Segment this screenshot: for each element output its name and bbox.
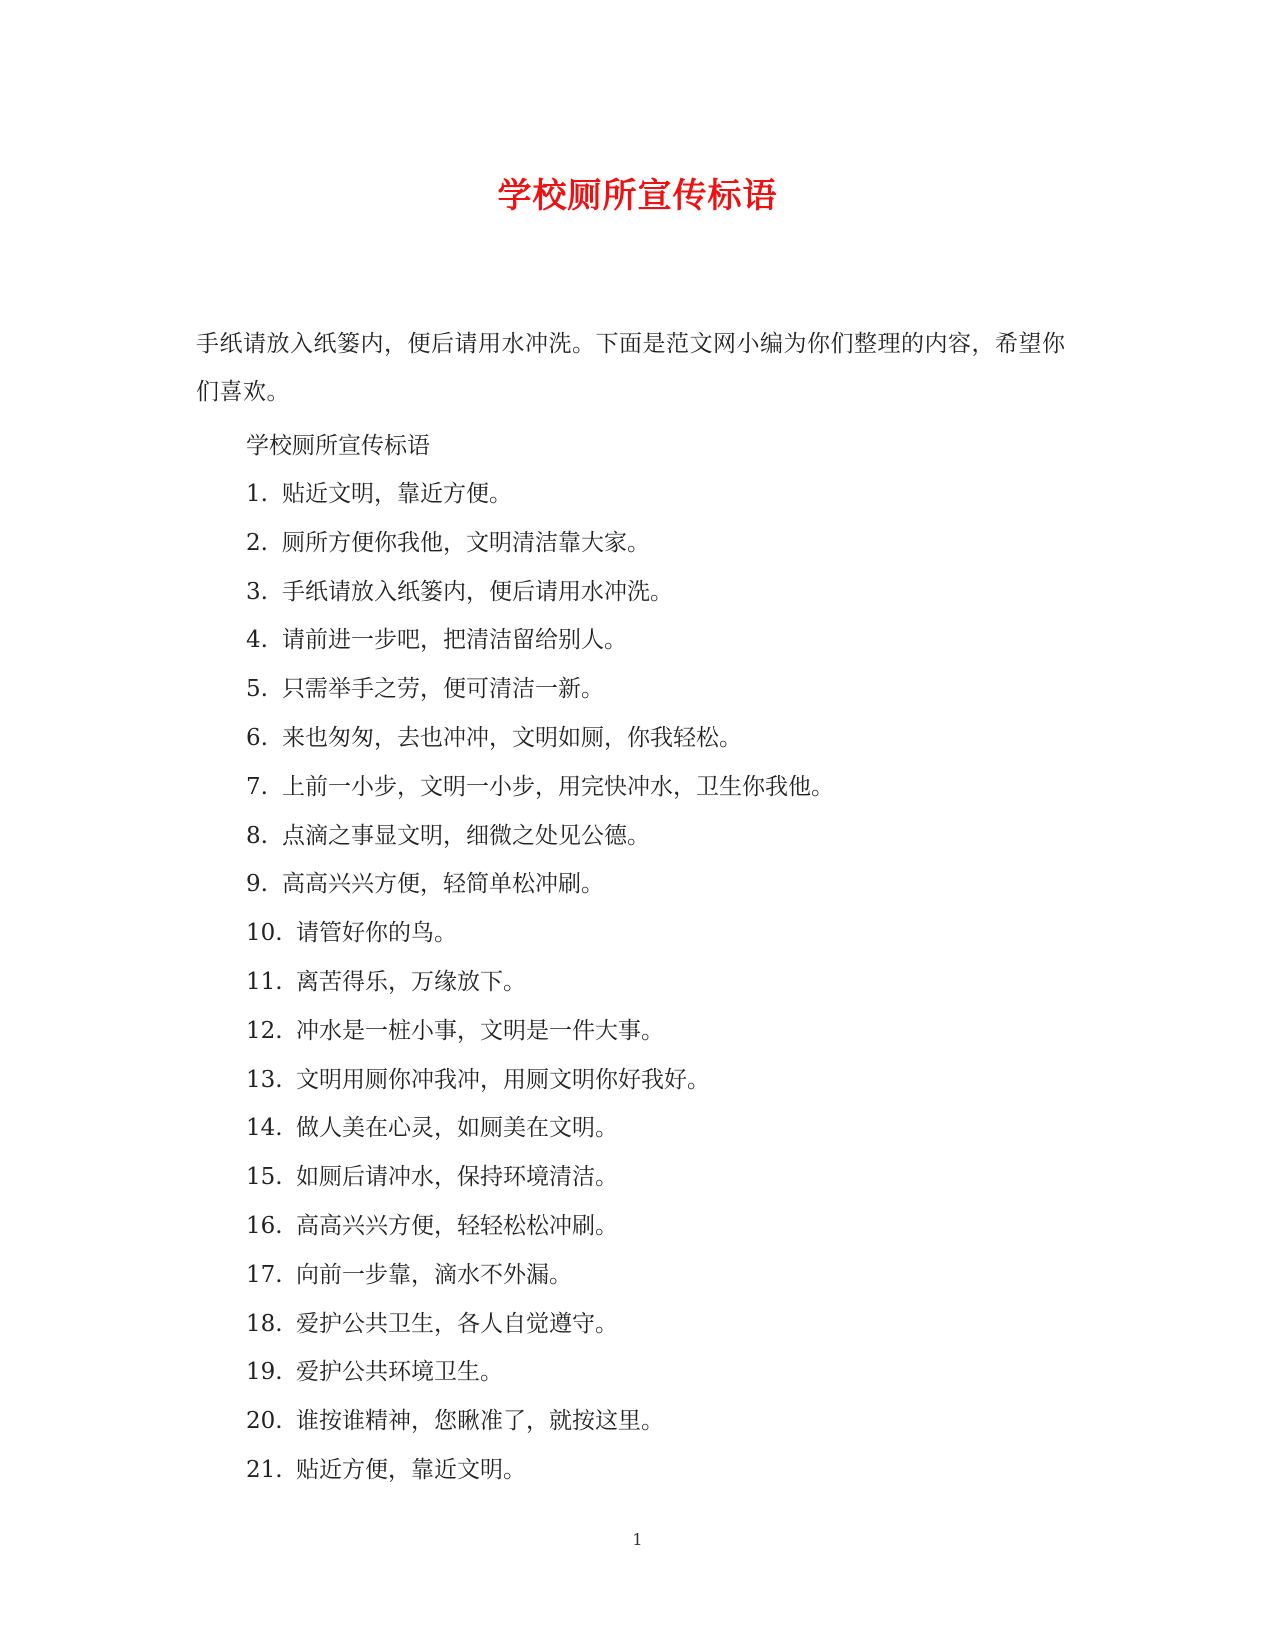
item-text: 上前一小步，文明一小步，用完快冲水，卫生你我他。 (282, 773, 834, 800)
item-text: 高高兴兴方便，轻简单松冲刷。 (282, 871, 604, 898)
list-item (246, 1056, 834, 1105)
item-number: 5. (246, 676, 268, 703)
item-number: 3. (246, 578, 268, 605)
list-item (246, 714, 834, 763)
item-number: 8. (246, 822, 268, 849)
list-item (246, 812, 834, 861)
item-number: 4. (246, 627, 268, 654)
slogan-list (246, 470, 834, 1495)
item-number: 1. (246, 481, 268, 507)
item-text: 向前一步靠，滴水不外漏。 (296, 1261, 572, 1288)
intro-paragraph: 手纸请放入纸篓内，便后请用水冲洗。下面是范文网小编为你们整理的内容，希望你们喜欢。 (196, 331, 1066, 405)
item-text: 文明用厕你冲我冲，用厕文明你好我好。 (296, 1066, 710, 1093)
list-item (246, 1397, 834, 1446)
list-item (246, 1251, 834, 1300)
item-text: 来也匆匆，去也冲冲，文明如厕，你我轻松。 (282, 724, 742, 751)
list-item (246, 1007, 834, 1056)
list-item (246, 1348, 834, 1397)
item-number: 2. (246, 529, 268, 556)
item-number: 20. (246, 1408, 283, 1435)
item-number: 17. (246, 1261, 283, 1288)
list-item (246, 763, 834, 812)
item-number: 19. (246, 1359, 283, 1386)
list-item (246, 1446, 834, 1495)
item-number: 9. (246, 871, 268, 898)
item-number: 14. (246, 1115, 283, 1142)
list-item (246, 909, 834, 958)
list-item (246, 568, 834, 617)
item-text: 做人美在心灵，如厕美在文明。 (296, 1115, 618, 1142)
item-text: 贴近方便，靠近文明。 (296, 1456, 526, 1483)
item-number: 15. (246, 1164, 283, 1191)
item-text: 只需举手之劳，便可清洁一新。 (282, 676, 604, 703)
item-text: 手纸请放入纸篓内，便后请用水冲洗。 (282, 578, 673, 605)
item-text: 高高兴兴方便，轻轻松松冲刷。 (296, 1212, 618, 1239)
list-item (246, 958, 834, 1007)
item-text: 厕所方便你我他，文明清洁靠大家。 (282, 529, 650, 556)
list-item (246, 665, 834, 714)
item-number: 21. (246, 1456, 283, 1483)
list-item (246, 470, 834, 519)
item-text: 谁按谁精神，您瞅准了，就按这里。 (296, 1408, 664, 1435)
item-number: 6. (246, 724, 268, 751)
item-number: 18. (246, 1310, 283, 1337)
item-text: 请前进一步吧，把清洁留给别人。 (282, 627, 627, 654)
item-number: 7. (246, 773, 268, 800)
item-text: 爱护公共环境卫生。 (296, 1359, 503, 1386)
item-number: 16. (246, 1212, 283, 1239)
item-text: 离苦得乐，万缘放下。 (296, 968, 526, 995)
item-text: 冲水是一桩小事，文明是一件大事。 (296, 1017, 664, 1044)
item-text: 请管好你的鸟。 (296, 920, 457, 947)
list-item (246, 1153, 834, 1202)
list-item (246, 1202, 834, 1251)
item-text: 如厕后请冲水，保持环境清洁。 (296, 1164, 618, 1191)
list-item (246, 519, 834, 568)
list-item (246, 1300, 834, 1349)
item-text: 点滴之事显文明，细微之处见公德。 (282, 822, 650, 849)
list-item (246, 616, 834, 665)
item-text: 贴近文明，靠近方便。 (282, 481, 512, 507)
item-text: 爱护公共卫生，各人自觉遵守。 (296, 1310, 618, 1337)
item-number: 11. (246, 968, 283, 995)
item-number: 10. (246, 920, 283, 947)
page-number: 1 (632, 1530, 643, 1549)
section-heading: 学校厕所宣传标语 (246, 433, 430, 459)
item-number: 12. (246, 1017, 283, 1044)
list-item (246, 860, 834, 909)
list-item (246, 1104, 834, 1153)
item-number: 13. (246, 1066, 283, 1093)
document-title: 学校厕所宣传标语 (497, 176, 778, 216)
